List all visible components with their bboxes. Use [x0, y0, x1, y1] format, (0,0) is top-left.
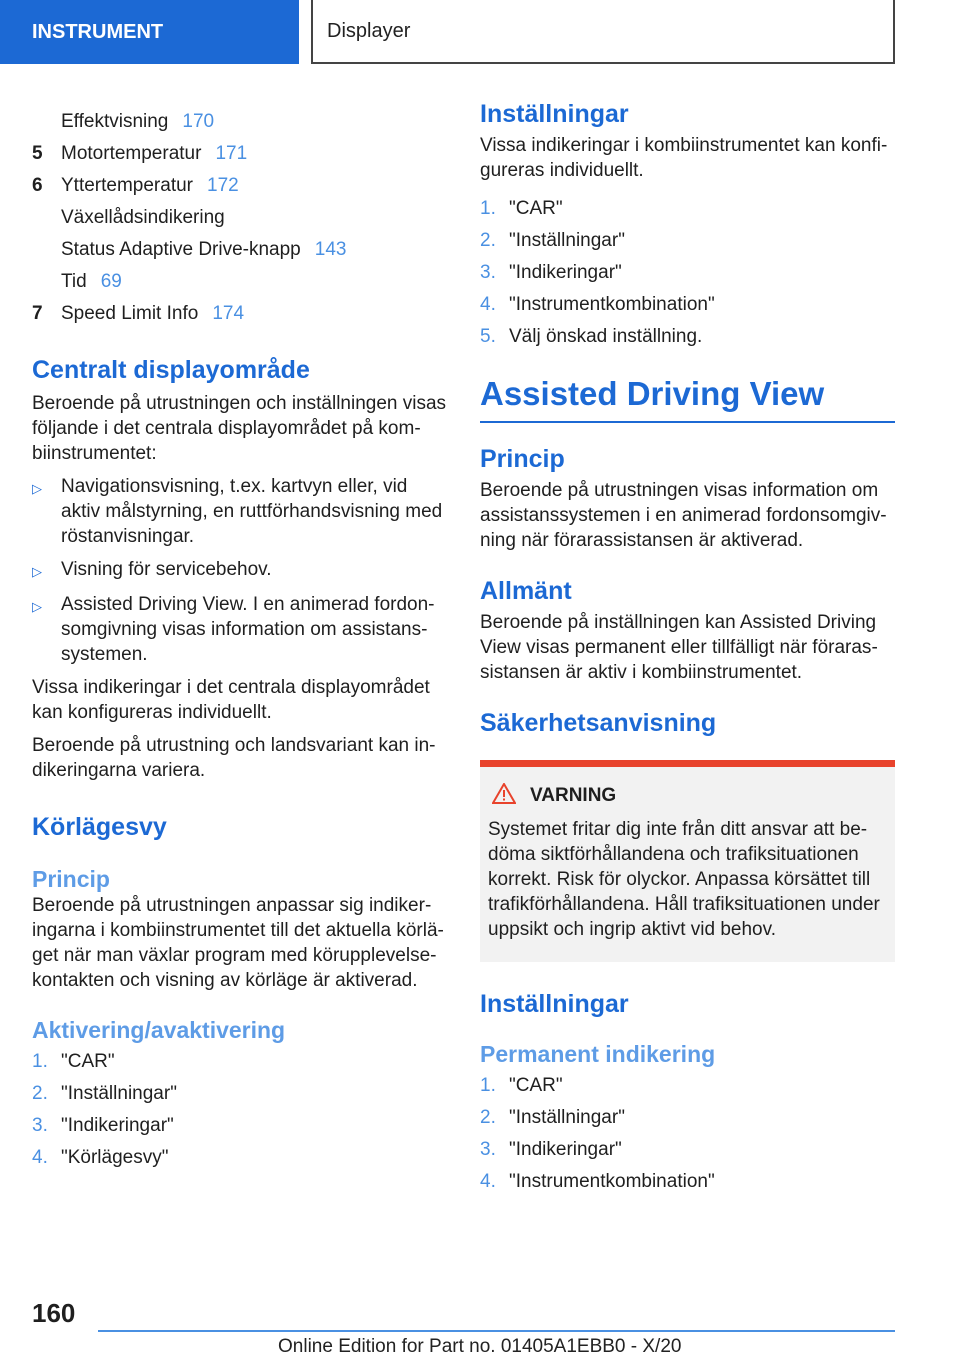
step-item: 2. "Inställningar" — [480, 1107, 625, 1128]
heading-installningar-2: Inställningar — [480, 990, 629, 1018]
step-item: 1. "CAR" — [480, 1075, 563, 1096]
triangle-bullet-icon: ▷ — [32, 564, 42, 579]
heading-allmant: Allmänt — [480, 577, 572, 605]
step-item: 2. "Inställningar" — [480, 230, 625, 251]
step-item: 5. Välj önskad inställning. — [480, 326, 703, 347]
list-item: Effektvisning 170 — [61, 111, 215, 132]
step-item: 3. "Indikeringar" — [32, 1115, 174, 1136]
warning-triangle-icon — [492, 783, 516, 809]
page-link[interactable]: 69 — [100, 271, 122, 292]
step-list — [480, 197, 895, 349]
bullet-item: ▷ Navigationsvisning, t.ex. kartvyn eller, vid aktiv målstyrning, en ruttförhandsvisning med röstanvisningar. — [32, 476, 443, 547]
bullet-list — [32, 474, 448, 667]
warning-label: VARNING — [530, 785, 617, 806]
step-item: 3. "Indikeringar" — [480, 262, 622, 283]
step-list — [32, 1050, 448, 1170]
step-item: 4. "Instrumentkombination" — [480, 294, 715, 315]
step-item: 4. "Instrumentkombination" — [480, 1171, 715, 1192]
warning-box — [480, 760, 895, 962]
display-list — [32, 110, 448, 326]
footer-divider — [98, 1330, 895, 1332]
edition-footer: Online Edition for Part no. 01405A1EBB0 - X/20 — [278, 1336, 682, 1357]
heading-korlagesvy: Körlägesvy — [32, 813, 167, 841]
left-column — [32, 100, 448, 1178]
paragraph-central-2: Vissa indikeringar i det centrala displayområdet kan konfigureras individuellt. — [32, 677, 430, 723]
bullet-item: ▷ Visning för servicebehov. — [32, 557, 448, 584]
heading-princip: Princip — [32, 866, 110, 892]
subsection-tab: Displayer — [311, 0, 895, 64]
page-link[interactable]: 172 — [207, 175, 239, 196]
heading-assisted-driving-view: Assisted Driving View — [480, 375, 895, 423]
page-link[interactable]: 171 — [215, 143, 248, 164]
step-item: 2. "Inställningar" — [32, 1083, 177, 1104]
step-list — [480, 1074, 895, 1194]
list-item: 5 Motortemperatur 171 — [32, 143, 248, 164]
page-number: 160 — [32, 1298, 76, 1328]
step-item: 3. "Indikeringar" — [480, 1139, 622, 1160]
paragraph-central-intro: Beroende på utrustningen och inställningen visas följande i det centrala displayområdet på kombiinstrumentet: — [32, 393, 447, 464]
list-item: Växellådsindikering — [61, 207, 225, 228]
warning-text: Systemet fritar dig inte från ditt ansvar att bedöma siktförhållandena och trafiksituationen korrekt. Risk för olyckor. Anpassa körsättet till trafikförhållandena. Håll trafiksituationen under uppsikt och ingrip aktivt vid behov. — [488, 819, 880, 940]
paragraph-installningar: Vissa indikeringar i kombiinstrumentet kan konfigureras individuellt. — [480, 135, 888, 181]
list-item: Tid 69 — [61, 271, 122, 292]
paragraph-princip: Beroende på utrustningen anpassar sig indikeringarna i kombiinstrumentet till det aktuella körläget när man växlar program med körupplevelsekontakten och visning av körläge är aktiverad. — [32, 895, 444, 991]
list-item: Status Adaptive Drive-knapp 143 — [61, 239, 347, 260]
triangle-bullet-icon: ▷ — [32, 481, 42, 496]
paragraph-princip-right: Beroende på utrustningen visas information om assistanssystemen i en animerad fordonsomgivning när förarassistansen är aktiverad. — [480, 480, 887, 551]
step-item: 4. "Körlägesvy" — [32, 1147, 169, 1168]
right-column — [480, 100, 895, 1202]
heading-aktivering: Aktivering/avaktivering — [32, 1017, 286, 1043]
triangle-bullet-icon: ▷ — [32, 599, 42, 614]
step-item: 1. "CAR" — [32, 1051, 115, 1072]
paragraph-central-3: Beroende på utrustning och landsvariant kan indikeringarna variera. — [32, 735, 436, 781]
page-header — [0, 0, 960, 66]
step-item: 1. "CAR" — [480, 198, 563, 219]
paragraph-allmant: Beroende på inställningen kan Assisted Driving View visas permanent eller tillfälligt när förarassistansen är aktiv i kombiinstrumentet. — [480, 612, 878, 683]
list-item: 7 Speed Limit Info 174 — [32, 303, 245, 324]
bullet-item: ▷ Assisted Driving View. I en animerad fordonsomgivning visas information om assistanssystemen. — [32, 594, 435, 665]
page-link[interactable]: 143 — [314, 239, 347, 260]
page-link[interactable]: 170 — [182, 111, 215, 132]
heading-sakerhetsanvisning: Säkerhetsanvisning — [480, 709, 717, 737]
heading-princip-right: Princip — [480, 445, 565, 473]
list-item: 6 Yttertemperatur 172 — [32, 175, 239, 196]
heading-centralt: Centralt displayområde — [32, 356, 310, 384]
section-tab: INSTRUMENT — [0, 0, 299, 64]
heading-installningar: Inställningar — [480, 100, 629, 128]
page-link[interactable]: 174 — [212, 303, 245, 324]
warning-header — [492, 783, 887, 809]
heading-permanent-indikering: Permanent indikering — [480, 1041, 716, 1067]
